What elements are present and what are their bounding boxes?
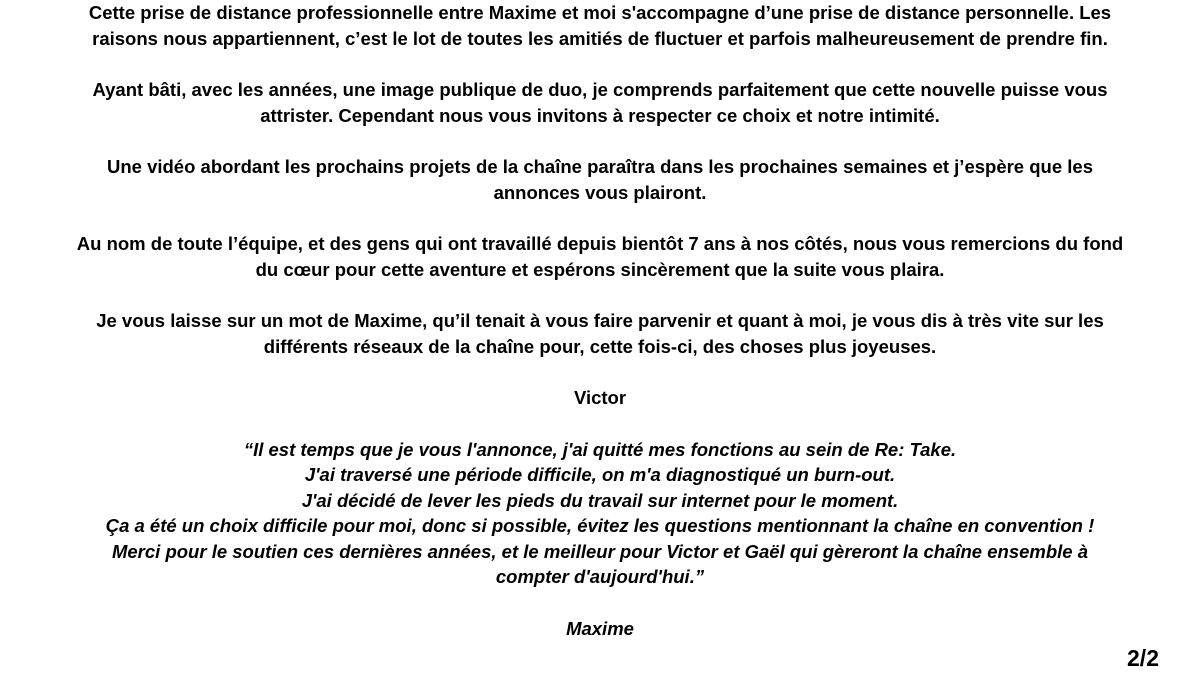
paragraph-5 <box>0 308 1200 359</box>
quote-block <box>0 437 1200 590</box>
text-line: annonces vous plairont. <box>493 181 707 203</box>
signature-victor <box>0 385 1200 411</box>
quote-line: Merci pour le soutien ces dernières années, et le meilleur pour Victor et Gaël qui gèreront la chaîne ensemble à <box>111 540 1089 562</box>
text-line: attrister. Cependant nous vous invitons à respecter ce choix et notre intimité. <box>260 104 940 126</box>
quote-line: J'ai traversé une période difficile, on m'a diagnostiqué un burn-out. <box>304 464 896 485</box>
quote-line: compter d'aujourd'hui.” <box>495 566 705 587</box>
paragraph-3 <box>0 154 1200 205</box>
quote-line: “Il est temps que je vous l'annonce, j'ai quitté mes fonctions au sein de Re: Take. <box>243 438 957 460</box>
text-line: Une vidéo abordant les prochains projets de la chaîne paraîtra dans les prochaines semaines et j’espère que les <box>106 156 1093 177</box>
quote-signature-text: Maxime <box>566 617 634 639</box>
signature-text: Victor <box>573 387 627 408</box>
quote-line: Ça a été un choix difficile pour moi, donc si possible, évitez les questions mentionnant la chaîne en convention ! <box>105 515 1095 536</box>
text-line: Ayant bâti, avec les années, une image publique de duo, je comprends parfaitement que cette nouvelle puisse vous <box>92 79 1108 100</box>
text-line: Au nom de toute l’équipe, et des gens qui ont travaillé depuis bientôt 7 ans à nos côtés, nous vous remercions du fond <box>76 233 1124 254</box>
text-line: Cette prise de distance professionnelle entre Maxime et moi s'accompagne d’une prise de distance personnelle. Les <box>88 2 1112 23</box>
text-line: du cœur pour cette aventure et espérons sincèrement que la suite vous plaira. <box>255 258 945 280</box>
page-number: 2/2 <box>1127 645 1159 671</box>
paragraph-2 <box>0 77 1200 128</box>
paragraph-1 <box>0 0 1200 51</box>
text-line: raisons nous appartiennent, c’est le lot de toutes les amitiés de fluctuer et parfois malheureusement de prendre fin. <box>92 27 1108 49</box>
paragraph-4 <box>0 231 1200 282</box>
text-line: différents réseaux de la chaîne pour, cette fois-ci, des choses plus joyeuses. <box>263 335 937 357</box>
quote-line: J'ai décidé de lever les pieds du travail sur internet pour le moment. <box>301 489 899 511</box>
signature-maxime <box>0 616 1200 642</box>
text-line: Je vous laisse sur un mot de Maxime, qu’il tenait à vous faire parvenir et quant à moi, je vous dis à très vite sur les <box>96 310 1104 331</box>
